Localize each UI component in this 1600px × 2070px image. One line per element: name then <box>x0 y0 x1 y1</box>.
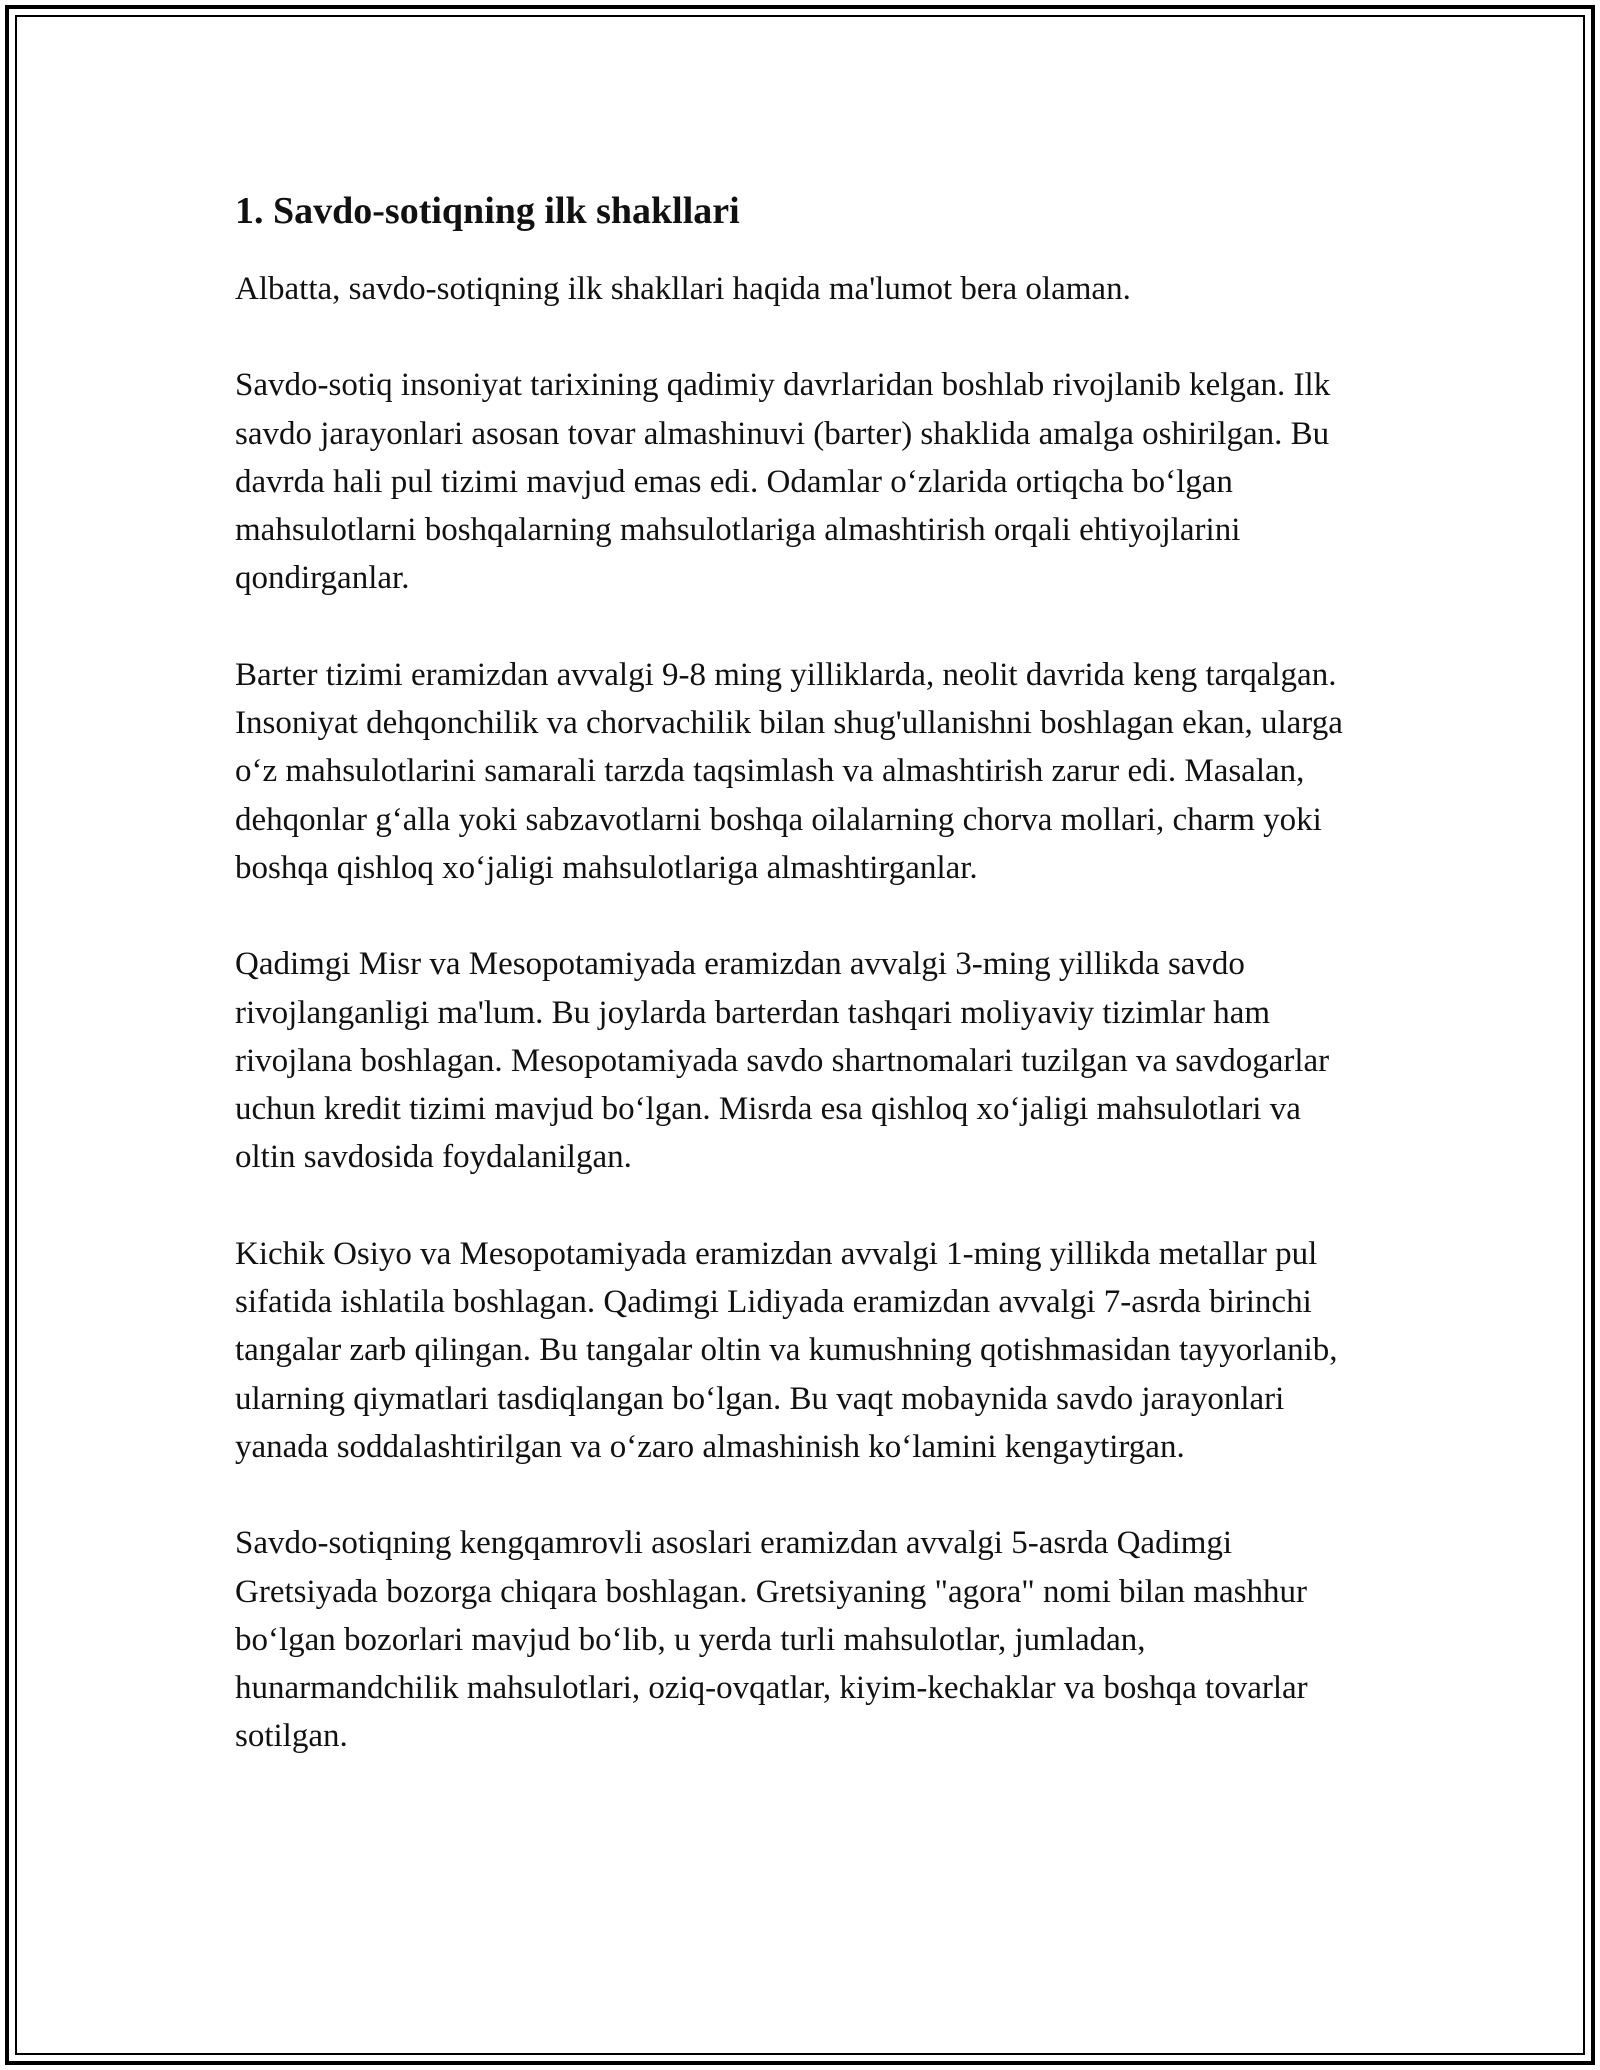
paragraph-neolithic-barter: Barter tizimi eramizdan avvalgi 9-8 ming yilliklarda, neolit davrida keng tarqalgan. Insoniyat dehqonchilik va chorvachilik bilan shug'ullanishni boshlagan ekan, ularga oʻz mahsulotlarini samarali tarzda taqsimlash va almashtirish zarur edi. Masalan, dehqonlar gʻalla yoki sabzavotlarni boshqa oilalarning chorva mollari, charm yoki boshqa qishloq xoʻjaligi mahsulotlariga almashtirganlar. <box>235 656 1343 886</box>
paragraph-metal-coins: Kichik Osiyo va Mesopotamiyada eramizdan avvalgi 1-ming yillikda metallar pul sifatida ishlatila boshlagan. Qadimgi Lidiyada eramizdan avvalgi 7-asrda birinchi tangalar zarb qilingan. Bu tangalar oltin va kumushning qotishmasidan tayyorlanib, ularning qiymatlari tasdiqlangan boʻlgan. Bu vaqt mobaynida savdo jarayonlari yanada soddalashtirilgan va oʻzaro almashinish koʻlamini kengaytirgan. <box>235 1235 1338 1465</box>
paragraph-egypt-mesopotamia: Qadimgi Misr va Mesopotamiyada eramizdan avvalgi 3-ming yillikda savdo rivojlanganligi ma'lum. Bu joylarda barterdan tashqari moliyaviy tizimlar ham rivojlana boshlagan. Mesopotamiyada savdo shartnomalari tuzilgan va savdogarlar uchun kredit tizimi mavjud boʻlgan. Misrda esa qishloq xoʻjaligi mahsulotlari va oltin savdosida foydalanilgan. <box>235 946 1330 1176</box>
paragraph-intro: Albatta, savdo-sotiqning ilk shakllari haqida ma'lumot bera olaman. <box>235 271 1131 307</box>
paragraph-greek-agora: Savdo-sotiqning kengqamrovli asoslari eramizdan avvalgi 5-asrda Qadimgi Gretsiyada bozorga chiqara boshlagan. Gretsiyaning "agora" nomi bilan mashhur boʻlgan bozorlari mavjud boʻlib, u yerda turli mahsulotlar, jumladan, hunarmandchilik mahsulotlari, oziq-ovqatlar, kiyim-kechaklar va boshqa tovarlar sotilgan. <box>235 1525 1308 1755</box>
paragraph-barter-origins: Savdo-sotiq insoniyat tarixining qadimiy davrlaridan boshlab rivojlanib kelgan. Ilk savdo jarayonlari asosan tovar almashinuvi (barter) shaklida amalga oshirilgan. Bu davrda hali pul tizimi mavjud emas edi. Odamlar oʻzlarida ortiqcha boʻlgan mahsulotlarni boshqalarning mahsulotlariga almashtirish orqali ehtiyojlarini qondirganlar. <box>235 367 1331 597</box>
document-body <box>235 185 1365 1809</box>
document-title: 1. Savdo-sotiqning ilk shakllari <box>235 190 740 232</box>
